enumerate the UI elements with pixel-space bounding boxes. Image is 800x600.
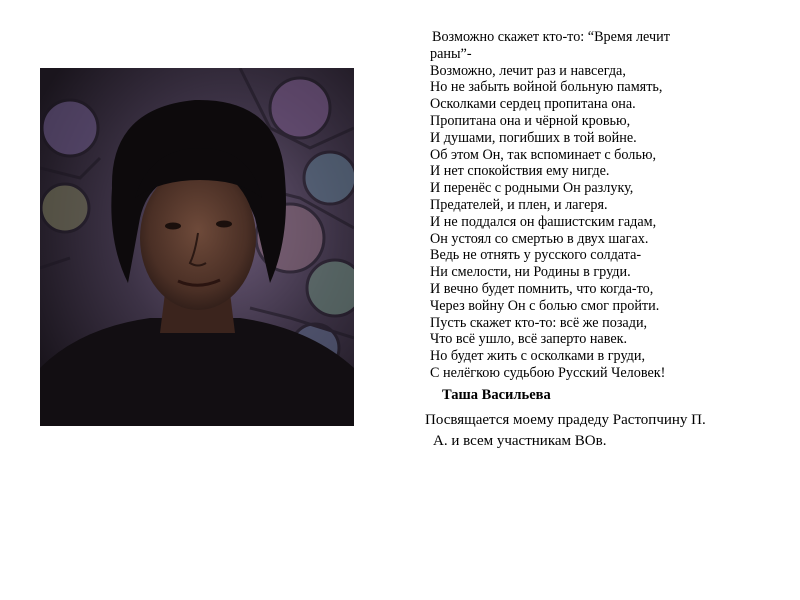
portrait-photo [40, 68, 354, 426]
poem-line: И нет спокойствия ему нигде. [430, 163, 610, 180]
poem-line: Ведь не отнять у русского солдата- [430, 247, 642, 264]
poem-line: Осколками сердец пропитана она. [430, 96, 636, 113]
poem-line: Он устоял со смертью в двух шагах. [430, 230, 649, 247]
poem-line: Пусть скажет кто-то: всё же позади, [430, 314, 648, 331]
poem-line: Что всё ушло, всё заперто навек. [430, 331, 628, 348]
poem-line: Возможно скажет кто-то: “Время лечит [432, 29, 670, 45]
dedication [425, 410, 775, 452]
poem-line: Через войну Он с болью смог пройти. [430, 297, 660, 314]
poem-line: Но будет жить с осколками в груди, [430, 348, 646, 365]
poem-line: раны”- [430, 45, 472, 62]
poem-line: Предателей, и плен, и лагеря. [430, 196, 608, 213]
poem-line: Пропитана она и чёрной кровью, [430, 112, 631, 129]
poem-line: И вечно будет помнить, что когда-то, [430, 280, 654, 297]
poem-line: С нелёгкою судьбою Русский Человек! [430, 364, 666, 381]
poem-line: И перенёс с родными Он разлуку, [430, 180, 634, 197]
poem [430, 29, 760, 382]
poem-line: Возможно, лечит раз и навсегда, [430, 62, 626, 79]
poem-line: Об этом Он, так вспоминает с болью, [430, 146, 657, 163]
poem-line: И душами, погибших в той войне. [430, 129, 637, 146]
poem-line: Ни смелости, ни Родины в груди. [430, 264, 631, 281]
poem-line: Но не забыть войной больную память, [430, 79, 663, 96]
portrait-image [40, 68, 354, 426]
poem-author: Таша Васильева [442, 387, 551, 403]
dedication-line-2: А. и всем участникам ВОв. [433, 433, 607, 449]
poem-line: И не поддался он фашистским гадам, [430, 213, 657, 230]
dedication-line-1: Посвящается моему прадеду Растопчину П. [425, 412, 706, 428]
